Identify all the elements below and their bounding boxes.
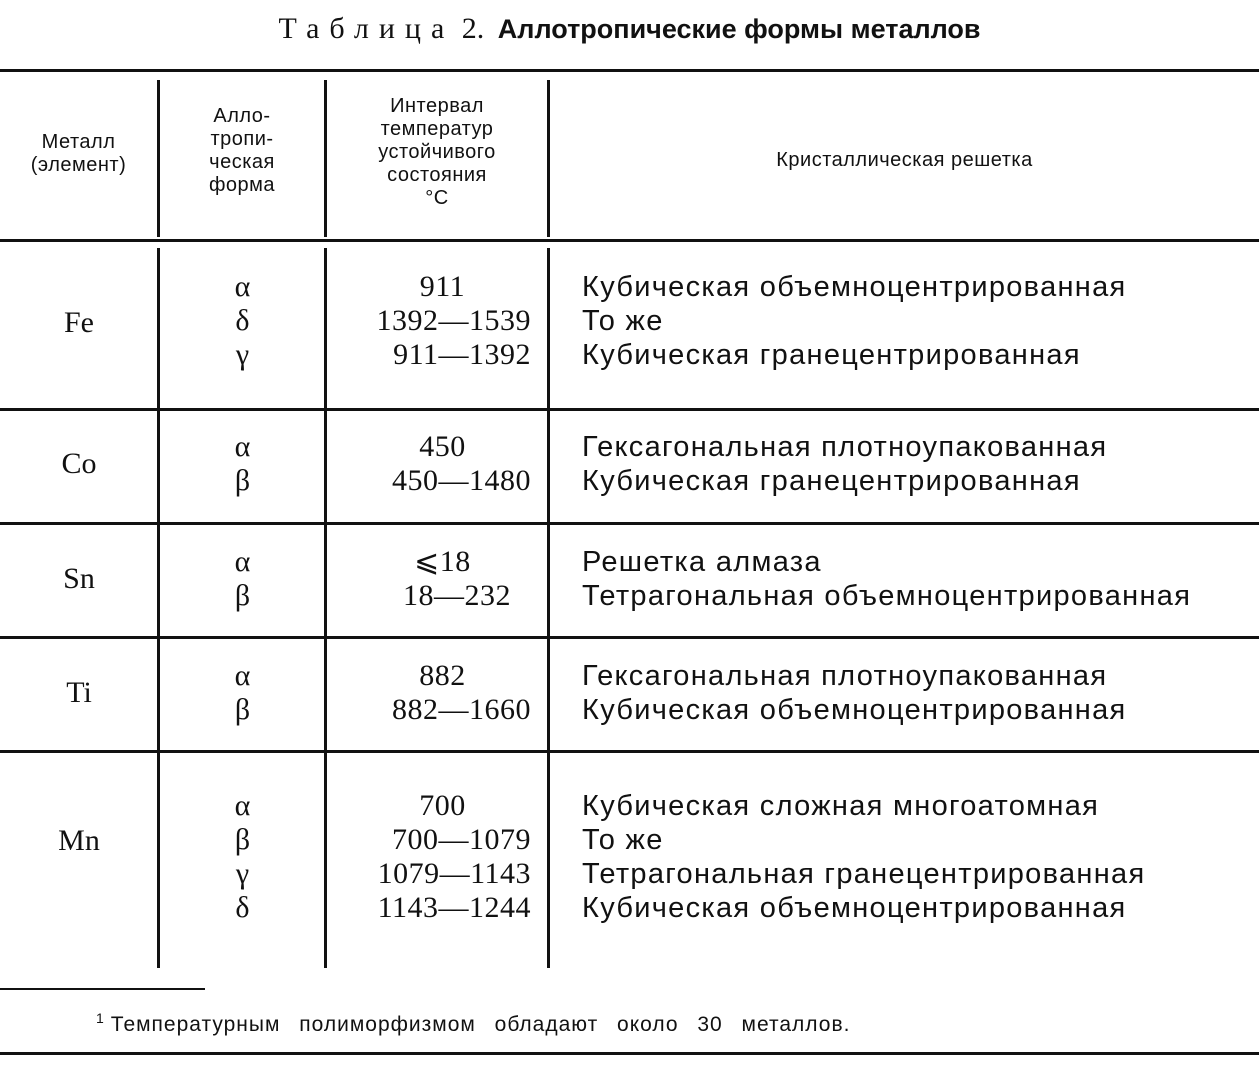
forms-co: α β <box>234 430 251 497</box>
table-name: Аллотропические формы металлов <box>497 14 981 44</box>
header-metal: Металл (элемент) <box>30 131 127 176</box>
table-number: 2. <box>461 12 485 45</box>
header-allotropic-form: Алло- тропи- ческая форма <box>208 105 276 196</box>
footnote-rule <box>0 988 205 990</box>
row-rule <box>0 522 1259 525</box>
lattice-sn: Решетка алмаза Тетрагональная объемноцентрированная <box>582 546 1192 612</box>
header-temperature-range: Интервал температур устойчивого состояния °C <box>378 95 496 209</box>
footnote-text: Температурным полиморфизмом обладают около 30 металлов. <box>110 1013 851 1036</box>
forms-fe: α δ γ <box>234 270 251 371</box>
forms-ti: α β <box>234 659 251 726</box>
footnote <box>96 1010 850 1037</box>
row-rule <box>0 636 1259 639</box>
lattice-mn: Кубическая сложная многоатомная То же Тетрагональная гранецентрированная Кубическая объемноцентрированная <box>582 790 1146 924</box>
table-title <box>0 12 1259 46</box>
column-divider <box>547 248 550 968</box>
lattice-co: Гексагональная плотноупакованная Кубическая гранецентрированная <box>582 431 1108 497</box>
metal-sn: Sn <box>63 562 95 595</box>
temps-ti: 882 882—1660 <box>392 659 531 726</box>
metal-ti: Ti <box>66 676 92 709</box>
header-rule <box>0 239 1259 242</box>
top-rule <box>0 69 1259 72</box>
forms-mn: α β γ δ <box>234 789 251 924</box>
lattice-ti: Гексагональная плотноупакованная Кубическая объемноцентрированная <box>582 660 1127 726</box>
lattice-fe: Кубическая объемноцентрированная То же Кубическая гранецентрированная <box>582 271 1127 371</box>
temps-fe: 911 1392—1539 911—1392 <box>376 270 531 371</box>
metal-fe: Fe <box>64 306 94 339</box>
row-rule <box>0 750 1259 753</box>
forms-sn: α β <box>234 545 251 612</box>
row-rule <box>0 408 1259 411</box>
metal-mn: Mn <box>58 824 100 857</box>
table-label: Таблица <box>278 12 455 45</box>
bottom-rule <box>0 1052 1259 1055</box>
metal-co: Co <box>61 447 97 480</box>
header-crystal-lattice: Кристаллическая решетка <box>776 149 1033 171</box>
temps-co: 450 450—1480 <box>392 430 531 497</box>
temps-mn: 700 700—1079 1079—1143 1143—1244 <box>377 789 531 924</box>
temps-sn: ⩽18 18—232 <box>403 545 511 612</box>
footnote-marker: 1 <box>96 1010 105 1026</box>
